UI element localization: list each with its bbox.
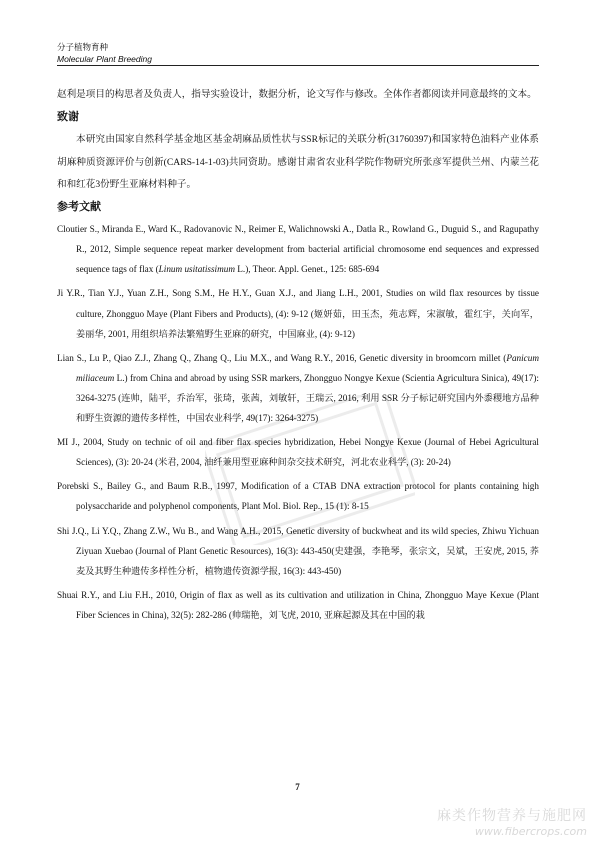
reference-item: Ji Y.R., Tian Y.J., Yuan Z.H., Song S.M., He H.Y., Guan X.J., and Jiang L.H., 2001, Studies on wild flax resources by tissue culture, Zhongguo Maye (Plant Fibers and Products), (4): 9-12 (姬妍茹，田玉杰，苑志辉，宋淑敏，霍红宇，关向军，姜丽华, 2001, 用组织培养法繁殖野生亚麻的研究，中国麻业, (4): 9-12) bbox=[57, 288, 539, 339]
reference-item: Shuai R.Y., and Liu F.H., 2010, Origin of flax as well as its cultivation and utilization in China, Zhongguo Maye Kexue (Plant Fiber Sciences in China), 32(5): 282-286 (帅瑞艳，刘飞虎, 2010, 亚麻起源及其在中国的栽 bbox=[57, 589, 539, 620]
header-rule bbox=[57, 65, 539, 66]
author-contribution-text: 赵利是项目的构思者及负责人，指导实验设计，数据分析，论文写作与修改。全体作者都阅读并同意最终的文本。 bbox=[57, 89, 537, 100]
journal-title-en: Molecular Plant Breeding bbox=[57, 54, 152, 64]
running-header bbox=[57, 43, 539, 66]
main-content bbox=[57, 84, 539, 629]
acknowledgement-text: 本研究由国家自然科学基金地区基金胡麻品质性状与SSR标记的关联分析(31760397)和国家特色油料产业体系胡麻种质资源评价与创新(CARS-14-1-03)共同资助。感谢甘肃省农业科学院作物研究所张彦军提供兰州、内蒙兰花和和红花3份野生亚麻材料种子。 bbox=[57, 134, 539, 190]
watermark-text-cn: 麻类作物营养与施肥网 bbox=[437, 808, 587, 824]
reference-item: Cloutier S., Miranda E., Ward K., Radovanovic N., Reimer E, Walichnowski A., Datla R., Rowland G., Duguid S., and Ragupathy R., 2012, Simple sequence repeat marker development from bacterial artificial chromosome end sequences and expressed sequence tags of flax (Linum usitatissimum L.), Theor. Appl. Genet., 125: 685-694 bbox=[57, 224, 539, 275]
reference-item: MI J., 2004, Study on technic of oil and fiber flax species hybridization, Hebei Nongye Kexue (Journal of Hebei Agricultural Sciences), (3): 20-24 (米君, 2004, 油纤兼用型亚麻种间杂交技术研究，河北农业科学, (3): 20-24) bbox=[57, 437, 539, 468]
reference-item: Porebski S., Bailey G., and Baum R.B., 1997, Modification of a CTAB DNA extraction protocol for plants containing high polysaccharide and polyphenol components, Plant Mol. Biol. Rep., 15 (1): 8-15 bbox=[57, 481, 539, 512]
reference-item: Shi J.Q., Li Y.Q., Zhang Z.W., Wu B., and Wang A.H., 2015, Genetic diversity of buckwheat and its wild species, Zhiwu Yichuan Ziyuan Xuebao (Journal of Plant Genetic Resources), 16(3): 443-450(史建强，李艳琴，张宗文，吴斌，王安虎, 2015, 荞麦及其野生种遗传多样性分析，植物遗传资源学报, 16(3): 443-450) bbox=[57, 525, 539, 576]
reference-list bbox=[57, 219, 539, 625]
references-heading: 参考文献 bbox=[57, 200, 101, 214]
watermark-url: www.fibercrops.com bbox=[474, 825, 587, 838]
site-watermark bbox=[437, 805, 587, 838]
acknowledgement-heading: 致谢 bbox=[57, 110, 79, 124]
reference-item: Lian S., Lu P., Qiao Z.J., Zhang Q., Zhang Q., Liu M.X., and Wang R.Y., 2016, Genetic diversity in broomcorn millet (Panicum miliaceum L.) from China and abroad by using SSR markers, Zhongguo Nongye Kexue (Scientia Agricultura Sinica), 49(17): 3264-3275 (连帅，陆平，乔治军，张琦，张茜，刘敏轩，王瑞云, 2016, 利用 SSR 分子标记研究国内外黍稷地方品种和野生资源的遗传多样性，中国农业科学, 49(17): 3264-3275) bbox=[57, 352, 539, 424]
journal-title-cn: 分子植物育种 bbox=[57, 43, 109, 53]
page-number: 7 bbox=[295, 782, 300, 792]
